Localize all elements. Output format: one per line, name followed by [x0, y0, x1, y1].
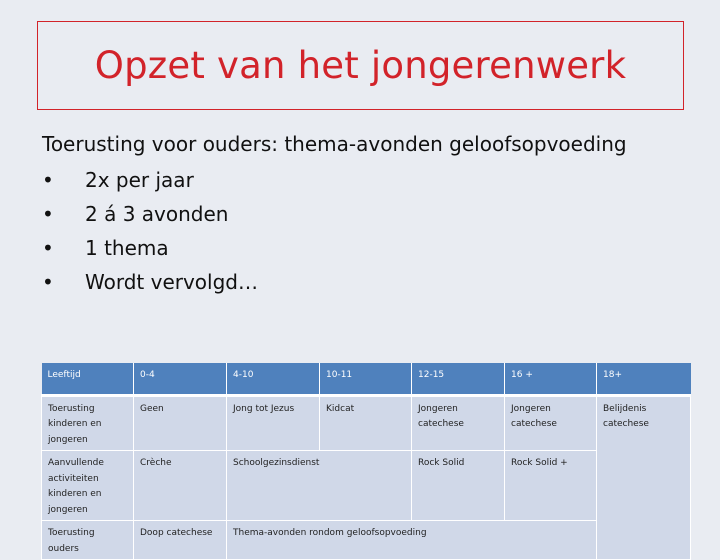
title-box — [37, 21, 684, 110]
table-cell: Rock Solid + — [505, 451, 597, 521]
table-header-row — [42, 363, 691, 395]
bullet-text: 1 thema — [85, 236, 169, 260]
table-cell: Crèche — [134, 451, 227, 521]
bullet-icon: • — [42, 236, 54, 260]
section-heading: Toerusting voor ouders: thema-avonden geloofsopvoeding — [42, 132, 627, 156]
table-cell: Doop catechese — [134, 521, 227, 560]
table-row — [42, 395, 691, 451]
table-cell: Belijdenis catechese — [597, 395, 691, 560]
slide-title: Opzet van het jongerenwerk — [94, 44, 627, 87]
table-cell: Geen — [134, 395, 227, 451]
bullet-icon: • — [42, 168, 54, 192]
row-label: Toerusting kinderen en jongeren — [42, 395, 134, 451]
table-cell: Jong tot Jezus — [227, 395, 320, 451]
header-cell: 18+ — [597, 363, 691, 395]
table-cell: Jongeren catechese — [505, 395, 597, 451]
table-cell: Schoolgezinsdienst — [227, 451, 412, 521]
header-cell: 0-4 — [134, 363, 227, 395]
header-cell: 10-11 — [320, 363, 412, 395]
table-row — [42, 451, 691, 521]
header-cell: 4-10 — [227, 363, 320, 395]
table-cell: Kidcat — [320, 395, 412, 451]
table-cell: Rock Solid — [412, 451, 505, 521]
header-cell: Leeftijd — [42, 363, 134, 395]
bullet-text: 2x per jaar — [85, 168, 194, 192]
row-label: Aanvullende activiteiten kinderen en jongeren — [42, 451, 134, 521]
bullet-icon: • — [42, 270, 54, 294]
bullet-icon: • — [42, 202, 54, 226]
header-cell: 12-15 — [412, 363, 505, 395]
bullet-text: Wordt vervolgd… — [85, 270, 258, 294]
bullet-text: 2 á 3 avonden — [85, 202, 229, 226]
age-overview-table — [41, 363, 691, 560]
row-label: Toerusting ouders — [42, 521, 134, 560]
table-cell: Jongeren catechese — [412, 395, 505, 451]
table-cell-highlight: Thema-avonden rondom geloofsopvoeding — [227, 521, 597, 560]
table-row — [42, 521, 691, 560]
header-cell: 16 + — [505, 363, 597, 395]
